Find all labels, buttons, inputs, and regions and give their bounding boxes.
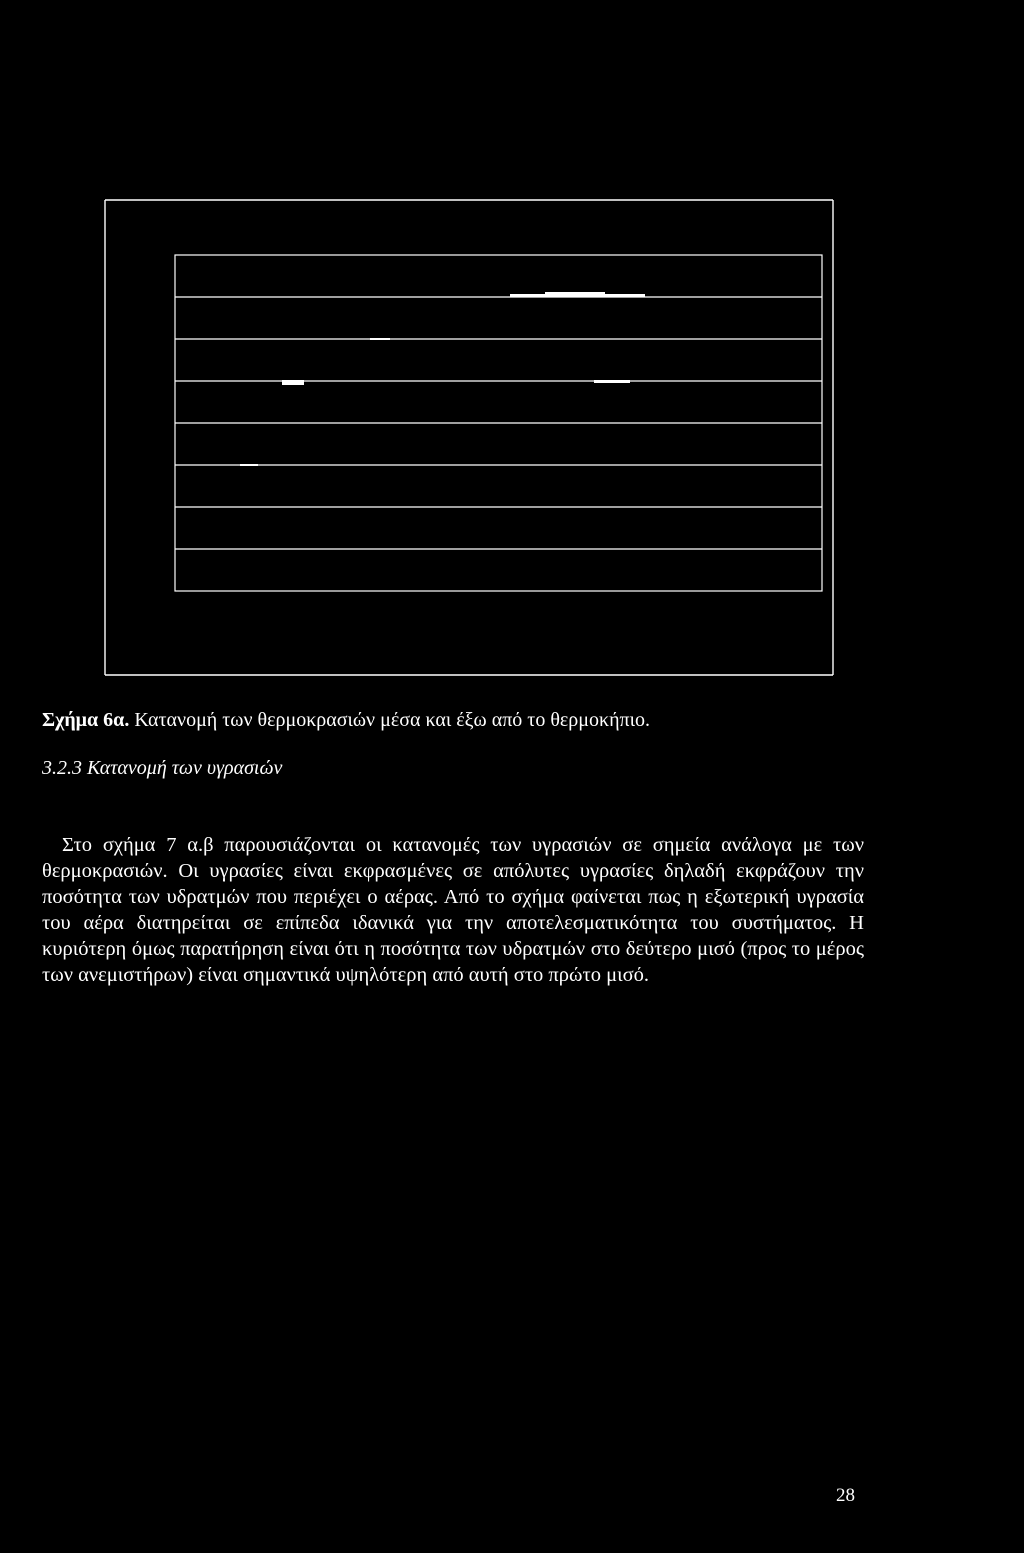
section-heading: 3.2.3 Κατανομή των υγρασιών: [42, 757, 283, 779]
temperature-distribution-figure: [0, 0, 1024, 700]
figure-horizontal-lines: [175, 297, 822, 549]
figure-outer-frame: [105, 200, 833, 675]
body-paragraph: Στο σχήμα 7 α.β παρουσιάζονται οι κατανομές των υγρασιών σε σημεία ανάλογα με των θερμοκρασιών. Οι υγρασίες είναι εκφρασμένες σε απόλυτες υγρασίες δηλαδή εκφράζουν την ποσότητα των υδρατμών που περιέχει ο αέρας. Από το σχήμα φαίνεται πως η εξωτερική υγρασία του αέρα διατηρείται σε επίπεδα ιδανικά για την αποτελεσματικότητα του συστήματος. Η κυριότερη όμως παρατήρηση είναι ότι η ποσότητα των υδρατμών στο δεύτερο μισό (προς το μέρος των ανεμιστήρων) είναι σημαντικά υψηλότερη από αυτή στο πρώτο μισό.: [42, 833, 864, 986]
figure-caption-text: Κατανομή των θερμοκρασιών μέσα και έξω από το θερμοκήπιο.: [134, 709, 651, 731]
figure-line-marks: [240, 292, 645, 466]
figure-caption: [42, 707, 650, 733]
page-number: 28: [836, 1485, 855, 1506]
figure-caption-label: Σχήμα 6α.: [42, 709, 130, 731]
